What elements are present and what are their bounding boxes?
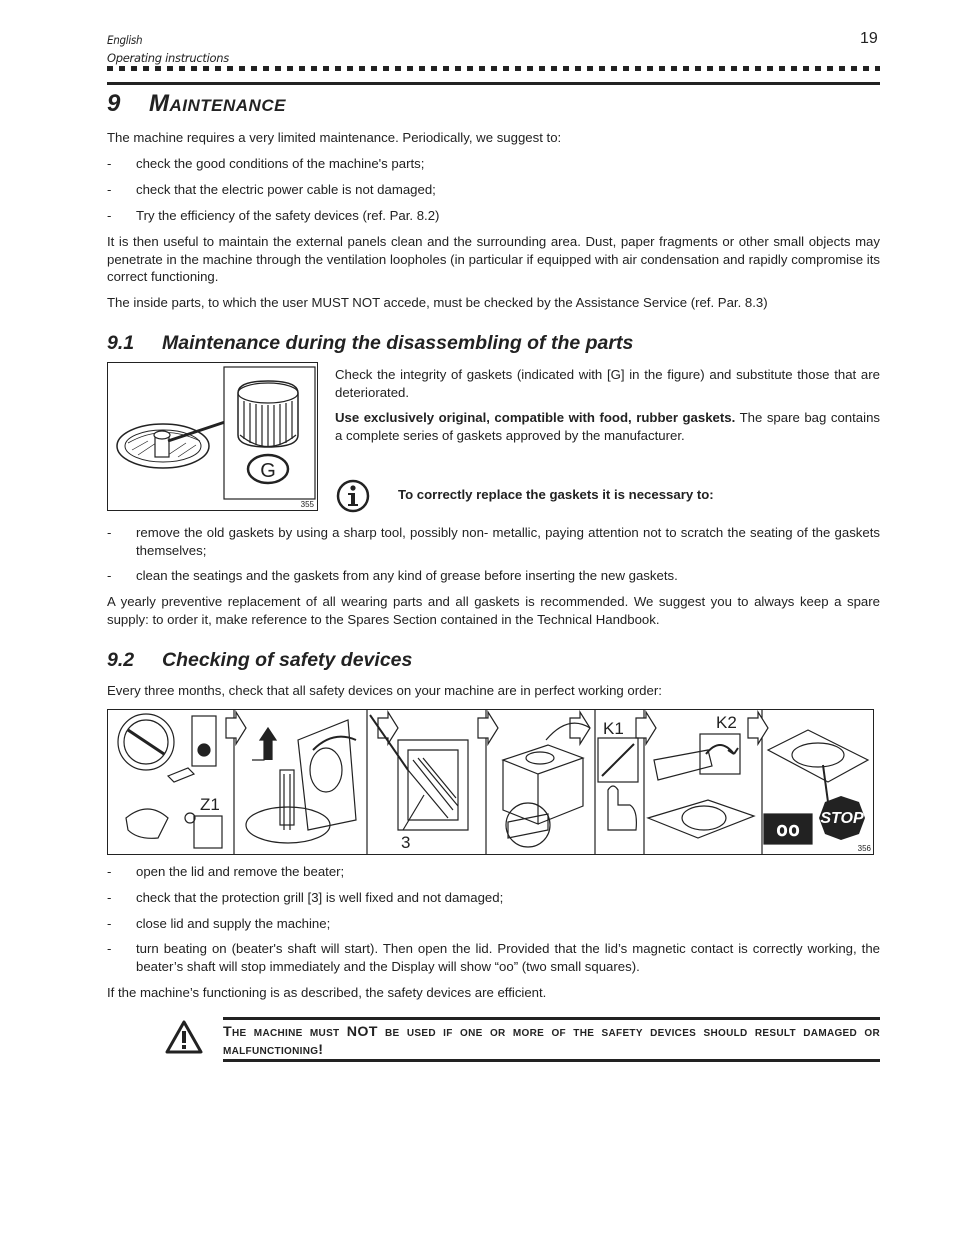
section-9-2-conclusion: If the machine’s functioning is as described, the safety devices are efficient.	[107, 985, 547, 1000]
section-9-2-intro: Every three months, check that all safety devices on your machine are in perfect working order:	[107, 683, 662, 698]
list-item: - turn beating on (beater's shaft will start). Then open the lid. Provided that the lid’s magnetic contact is correctly working, the beater’s shaft will stop immediately and the Display will show “oo” (two small squares).	[107, 941, 880, 974]
stop-label: STOP	[820, 810, 864, 827]
gasket-check-text: Check the integrity of gaskets (indicated with [G] in the figure) and substitute those that are deteriorated.	[335, 367, 880, 400]
section-9-1-paragraph: A yearly preventive replacement of all wearing parts and all gaskets is recommended. We suggest you to always keep a spare supply: to order it, make reference to the Spares Section contained in the Technical Handbook.	[107, 594, 880, 627]
list-item: - check that the protection grill [3] is well fixed and not damaged;	[107, 890, 504, 905]
list-item: - check the good conditions of the machine's parts;	[107, 156, 425, 171]
list-item: - Try the efficiency of the safety devices (ref. Par. 8.2)	[107, 208, 440, 223]
list-item: - check that the electric power cable is not damaged;	[107, 182, 436, 197]
safety-check-illustration	[108, 710, 873, 854]
z1-label: Z1	[200, 795, 220, 814]
info-note: To correctly replace the gaskets it is necessary to:	[398, 487, 714, 502]
section-9-heading	[107, 90, 286, 118]
safety-check-figure	[107, 709, 874, 855]
k2-label: K2	[716, 713, 737, 732]
grill-label: 3	[401, 833, 411, 852]
page-number: 19	[860, 30, 878, 47]
gasket-illustration	[108, 363, 317, 510]
gasket-figure	[107, 362, 318, 511]
list-item: - open the lid and remove the beater;	[107, 864, 345, 879]
section-9-intro: The machine requires a very limited maintenance. Periodically, we suggest to:	[107, 130, 562, 145]
header-doc-type: Operating instructions	[107, 51, 229, 65]
display-readout: oo	[775, 817, 801, 841]
warning-icon	[164, 1019, 204, 1055]
safety-warning: The machine must NOT be used if one or more of the safety devices should result damaged or malfunctioning!	[223, 1017, 880, 1062]
section-9-1-heading: 9.1 Maintenance during the disassembling of the parts	[107, 332, 634, 354]
header-language: English	[107, 33, 143, 47]
section-title: Maintenance	[149, 90, 286, 117]
section-9-paragraph: It is then useful to maintain the external panels clean and the surrounding area. Dust, paper fragments or other small objects may penetrate in the machine through the ventilation loopholes (in particular if equipped with air condensation and rapidly compromise its correct functioning.	[107, 234, 880, 284]
list-item: - clean the seatings and the gaskets from any kind of grease before inserting the new gaskets.	[107, 568, 678, 583]
list-item: - close lid and supply the machine;	[107, 916, 331, 931]
section-9-2-heading: 9.2 Checking of safety devices	[107, 649, 413, 671]
info-icon	[336, 479, 370, 513]
k1-label: K1	[603, 719, 624, 738]
section-number: 9	[107, 90, 121, 117]
gasket-label: G	[260, 460, 276, 482]
header-dashed-divider	[107, 66, 880, 71]
figure-number: 355	[300, 500, 314, 509]
header-rule	[107, 82, 880, 85]
figure-number: 356	[857, 844, 871, 853]
section-9-paragraph-2: The inside parts, to which the user MUST NOT accede, must be checked by the Assistance Service (ref. Par. 8.3)	[107, 295, 768, 310]
list-item: - remove the old gaskets by using a sharp tool, possibly non- metallic, paying attention not to scratch the seating of the gaskets themselves;	[107, 525, 880, 558]
gasket-bold-note: Use exclusively original, compatible with food, rubber gaskets. The spare bag contains a complete series of gaskets approved by the manufacturer.	[335, 410, 880, 443]
